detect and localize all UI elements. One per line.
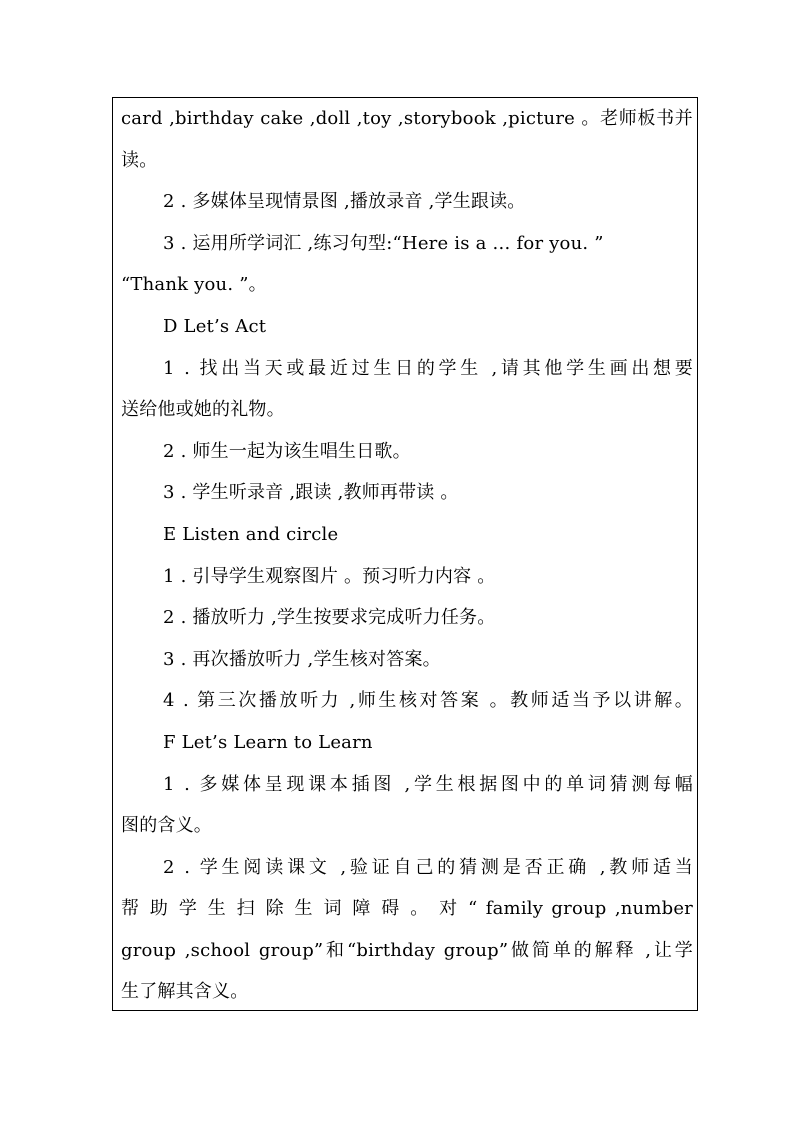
- text-line: 2 . 学生阅读课文 ,验证自己的猜测是否正确 ,教师适当: [163, 856, 693, 878]
- text-line: 帮 助 学 生 扫 除 生 词 障 碍 。 对 “ family group ,number: [121, 898, 693, 920]
- text-line: 2 . 播放听力 ,学生按要求完成听力任务。: [163, 607, 496, 629]
- text-line: card ,birthday cake ,doll ,toy ,storybook ,picture 。老师板书并: [121, 108, 693, 129]
- text-line: group ,school group”和“birthday group”做简单的解释 ,让学: [121, 939, 693, 961]
- document-body: [121, 98, 693, 1013]
- text-line: 3 . 学生听录音 ,跟读 ,教师再带读 。: [163, 482, 459, 504]
- text-line: D Let’s Act: [163, 315, 267, 337]
- text-line: 3 . 运用所学词汇 ,练习句型:“Here is a … for you. ”: [163, 232, 604, 254]
- text-line: 1 . 多媒体呈现课本插图 ,学生根据图中的单词猜测每幅: [163, 773, 693, 795]
- text-line: 2 . 师生一起为该生唱生日歌。: [163, 440, 411, 462]
- text-line: F Let’s Learn to Learn: [163, 731, 373, 753]
- text-line: 1 . 找出当天或最近过生日的学生 ,请其他学生画出想要: [163, 357, 693, 379]
- text-line: 3 . 再次播放听力 ,学生核对答案。: [163, 648, 441, 670]
- text-line: 图的含义。: [121, 815, 212, 837]
- text-line: 读。: [121, 149, 158, 171]
- text-line: 生了解其含义。: [121, 981, 249, 1003]
- text-line: 4 . 第三次播放听力 ,师生核对答案 。教师适当予以讲解。: [163, 690, 693, 712]
- text-line: 1 . 引导学生观察图片 。预习听力内容 。: [163, 565, 496, 587]
- text-line: E Listen and circle: [163, 523, 339, 545]
- text-line: “Thank you. ”。: [121, 274, 267, 296]
- document-frame: [112, 97, 698, 1011]
- text-line: 送给他或她的礼物。: [121, 399, 285, 421]
- text-line: 2 . 多媒体呈现情景图 ,播放录音 ,学生跟读。: [163, 191, 526, 213]
